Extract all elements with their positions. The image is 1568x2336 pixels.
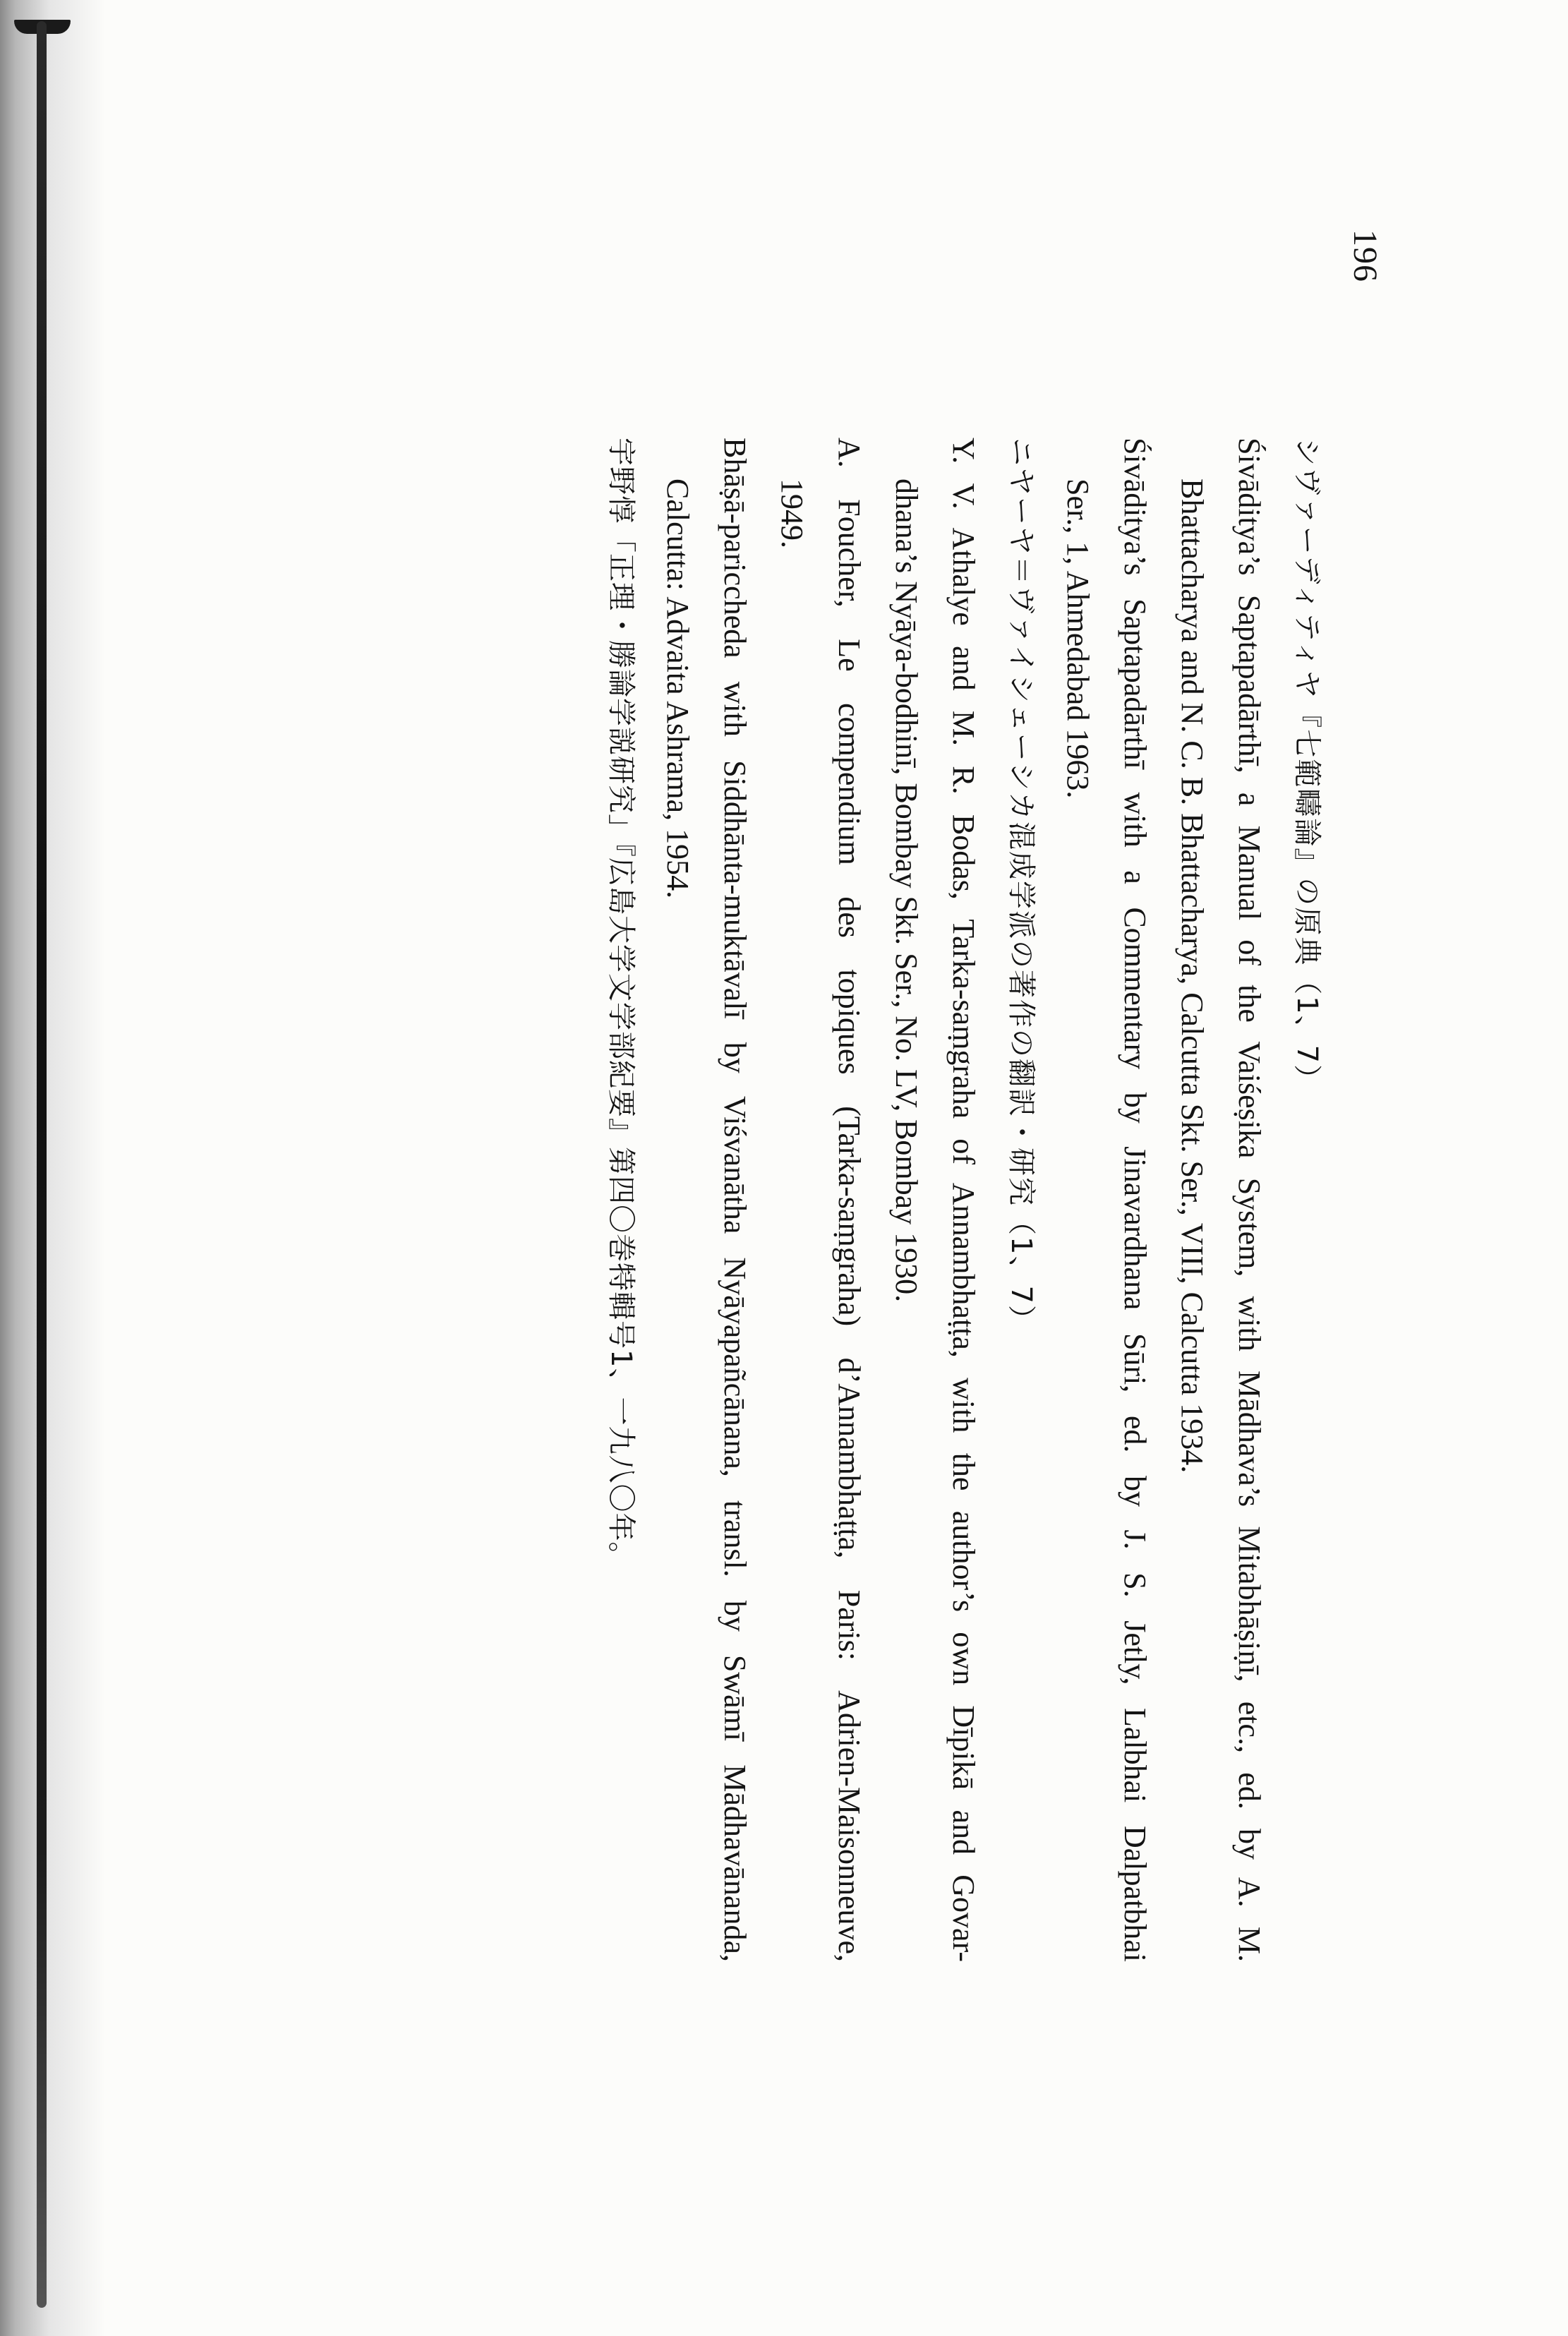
section-heading-nyaya-vaisesika: ニヤーヤ＝ヴァイシェーシカ混成学派の著作の翻訳・研究（1、7）: [1005, 438, 1037, 1335]
section-heading-saptapadarthi: シヴァーディティヤ『七範疇論』の原典（1、7）: [1291, 438, 1323, 1095]
entry-line: Bhattacharya and N. C. B. Bhattacharya, Calcutta Skt. Ser., VIII, Calcutta 1934.: [1175, 478, 1210, 1474]
bibliography-entry: [649, 438, 764, 1962]
bibliography: [592, 438, 1335, 1962]
bibliography-entry: [878, 438, 992, 1962]
page-number: 196: [1346, 229, 1384, 282]
entry-line: 1949.: [775, 478, 809, 548]
entry-line: A. Foucher, Le compendium des topiques (Tarka-saṃgraha) d’Annambhaṭṭa, Paris: Adrien-Maisonneuve,: [832, 438, 867, 1962]
entry-line: Y. V. Athalye and M. R. Bodas, Tarka-saṃgraha of Annambhaṭṭa, with the author’s own Dīpikā and Govar-: [946, 438, 981, 1962]
entry-line: dhana’s Nyāya-bodhinī, Bombay Skt. Ser., No. LV, Bombay 1930.: [889, 478, 924, 1303]
entry-line: Śivāditya’s Saptapadārthī, a Manual of the Vaiśeṣika System, with Mādhava’s Mitabhāṣiṇī, etc., ed. by A. M.: [1232, 438, 1267, 1962]
bibliography-entry: [1049, 438, 1164, 1962]
bibliography-entry: [592, 438, 649, 1962]
bibliography-entry: [764, 438, 878, 1962]
entry-line: Bhāṣā-pariccheda with Siddhānta-muktāvalī by Viśvanātha Nyāyapañcānana, transl. by Swāmī Mādhavānanda,: [718, 438, 752, 1962]
entry-line: Ser., 1, Ahmedabad 1963.: [1061, 478, 1095, 799]
bibliography-entry: [1164, 438, 1278, 1962]
entry-line: Calcutta: Advaita Ashrama, 1954.: [661, 478, 695, 899]
entry-line: 宇野惇「正理・勝論学説研究」『広島大学文学部紀要』第四〇巻特輯号1、一九八〇年。: [605, 438, 637, 1571]
entry-line: Śivāditya’s Saptapadārthī with a Commentary by Jinavardhana Sūri, ed. by J. S. Jetly, Lalbhai Dalpatbhai: [1118, 438, 1152, 1962]
